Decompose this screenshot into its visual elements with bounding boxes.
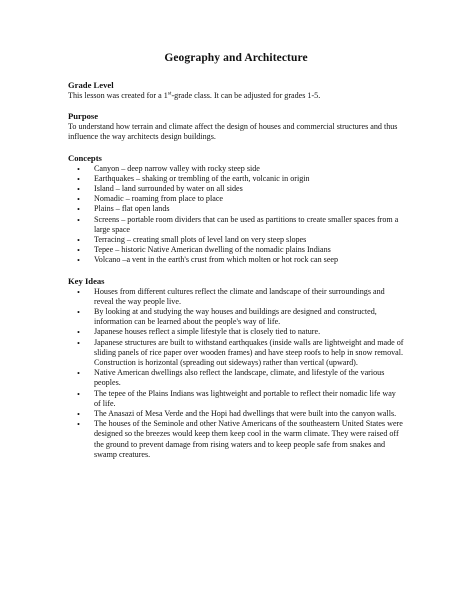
- purpose-text: To understand how terrain and climate affect the design of houses and commercial structures and thus influence the way architects design buildings.: [68, 122, 398, 142]
- concept-item: • Island – land surrounded by water on all sides: [68, 184, 404, 194]
- key-ideas-heading: Key Ideas: [68, 275, 105, 286]
- grade-level-heading: Grade Level: [68, 80, 114, 90]
- purpose-section: [68, 111, 404, 142]
- grade-level-superscript: st: [167, 90, 172, 97]
- key-ideas-list: [68, 287, 404, 460]
- key-idea-item: • Japanese structures are built to withstand earthquakes (inside walls are lightweight and made of sliding panels of rice paper over wooden frames) and have steep roofs to help in snow removal. Construction is horizontal (spreading out sideways) rather than vertical (upward).: [68, 338, 404, 369]
- key-idea-item: • Japanese houses reflect a simple lifestyle that is closely tied to nature.: [68, 327, 404, 337]
- key-idea-item: • Houses from different cultures reflect the climate and landscape of their surroundings and reveal the way people live.: [68, 287, 404, 307]
- concept-item: • Volcano –a vent in the earth's crust from which molten or hot rock can seep: [68, 255, 404, 265]
- concept-item: • Nomadic – roaming from place to place: [68, 194, 404, 204]
- concept-item: • Earthquakes – shaking or trembling of the earth, volcanic in origin: [68, 174, 404, 184]
- key-idea-item: • The houses of the Seminole and other Native Americans of the southeastern United States were designed so the breezes would keep them keep cool in the warm climate. They were raised off the ground to prevent damage from rising waters and to keep people safe from snakes and swamp creatures.: [68, 419, 404, 460]
- key-idea-item: • The Anasazi of Mesa Verde and the Hopi had dwellings that were built into the canyon walls.: [68, 409, 404, 419]
- key-idea-item: • The tepee of the Plains Indians was lightweight and portable to reflect their nomadic life way of life.: [68, 389, 404, 409]
- document-title: Geography and Architecture: [164, 52, 308, 64]
- key-idea-item: • Native American dwellings also reflect the landscape, climate, and lifestyle of the various peoples.: [68, 368, 404, 388]
- concepts-heading: Concepts: [68, 152, 102, 163]
- concept-item: • Screens – portable room dividers that can be used as partitions to create smaller spaces from a large space: [68, 215, 404, 235]
- concepts-list: [68, 164, 404, 266]
- grade-level-text-start: This lesson was created for a 1: [68, 91, 168, 100]
- grade-level-text-end: -grade class. It can be adjusted for grades 1-5.: [171, 91, 321, 100]
- concept-item: • Terracing – creating small plots of level land on very steep slopes: [68, 235, 404, 245]
- concepts-section: [68, 153, 404, 266]
- concept-item: • Tepee – historic Native American dwelling of the nomadic plains Indians: [68, 245, 404, 255]
- grade-level-text: [68, 91, 404, 101]
- concept-item: • Canyon – deep narrow valley with rocky steep side: [68, 164, 404, 174]
- key-idea-item: • By looking at and studying the way houses and buildings are designed and constructed, information can be learned about the people's way of life.: [68, 307, 404, 327]
- purpose-heading: Purpose: [68, 111, 99, 122]
- concept-item: • Plains – flat open lands: [68, 204, 404, 214]
- grade-level-section: [68, 80, 404, 101]
- key-ideas-section: [68, 276, 404, 460]
